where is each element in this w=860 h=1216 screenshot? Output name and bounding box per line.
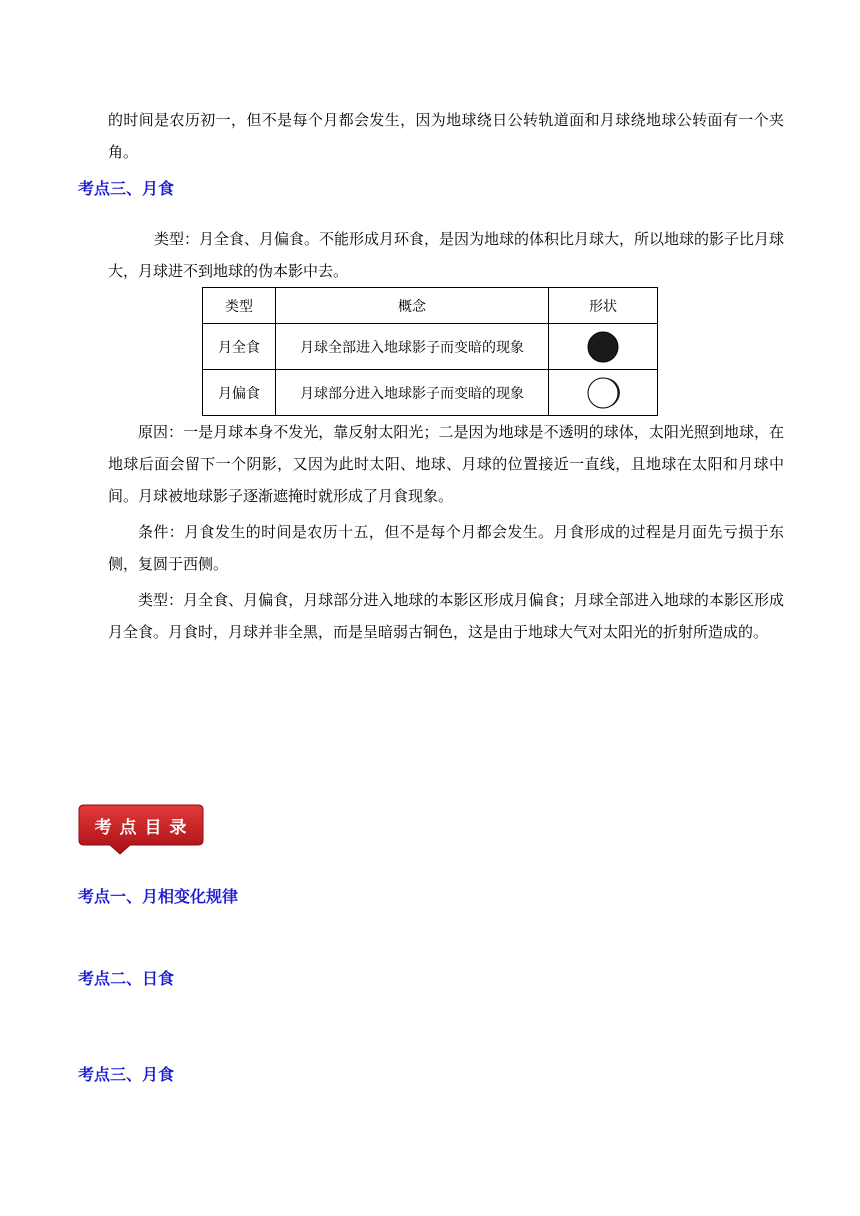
header-concept: 概念 <box>276 288 549 324</box>
toc-item-phases[interactable]: 考点一、月相变化规律 <box>78 887 239 906</box>
paragraph-types-intro <box>108 223 784 287</box>
cell-concept: 月球部分进入地球影子而变暗的现象 <box>276 370 549 416</box>
cell-type: 月偏食 <box>203 370 276 416</box>
toc-badge <box>78 804 204 856</box>
condition-text: 条件：月食发生的时间是农历十五，但不是每个月都会发生。月食形成的过程是月面先亏损于东侧，复圆于西侧。 <box>108 523 784 573</box>
cell-concept: 月球全部进入地球影子而变暗的现象 <box>276 324 549 370</box>
paragraph-types-detail <box>108 584 784 648</box>
table-header-row <box>203 288 658 324</box>
types-detail-text: 类型：月全食、月偏食，月球部分进入地球的本影区形成月偏食；月球全部进入地球的本影区形成月全食。月食时，月球并非全黑，而是呈暗弱古铜色，这是由于地球大气对太阳光的折射所造成的。 <box>108 591 784 641</box>
full-moon-eclipse-icon <box>586 330 620 364</box>
header-type: 类型 <box>203 288 276 324</box>
paragraph-condition <box>108 516 784 580</box>
header-shape: 形状 <box>549 288 658 324</box>
types-intro-text: 类型：月全食、月偏食。不能形成月环食，是因为地球的体积比月球大，所以地球的影子比月球大，月球进不到地球的伪本影中去。 <box>108 230 785 280</box>
cell-shape <box>549 324 658 370</box>
cell-shape <box>549 370 658 416</box>
cell-type: 月全食 <box>203 324 276 370</box>
partial-moon-eclipse-icon <box>586 376 620 410</box>
toc-item-lunar-eclipse[interactable]: 考点三、月食 <box>78 1065 175 1084</box>
table-row <box>203 370 658 416</box>
toc-badge-label: 考 点 目 录 <box>94 818 188 838</box>
toc-item-solar-eclipse[interactable]: 考点二、日食 <box>78 969 175 988</box>
section-heading-lunar-eclipse: 考点三、月食 <box>78 179 175 198</box>
paragraph-continuation: 的时间是农历初一，但不是每个月都会发生，因为地球绕日公转轨道面和月球绕地球公转面有一个夹角。 <box>108 111 784 161</box>
eclipse-types-table <box>202 287 658 416</box>
table-row <box>203 324 658 370</box>
cause-text: 原因：一是月球本身不发光，靠反射太阳光；二是因为地球是不透明的球体，太阳光照到地球，在地球后面会留下一个阴影，又因为此时太阳、地球、月球的位置接近一直线，且地球在太阳和月球中间。月球被地球影子逐渐遮掩时就形成了月食现象。 <box>108 423 784 505</box>
paragraph-cause <box>108 416 784 512</box>
